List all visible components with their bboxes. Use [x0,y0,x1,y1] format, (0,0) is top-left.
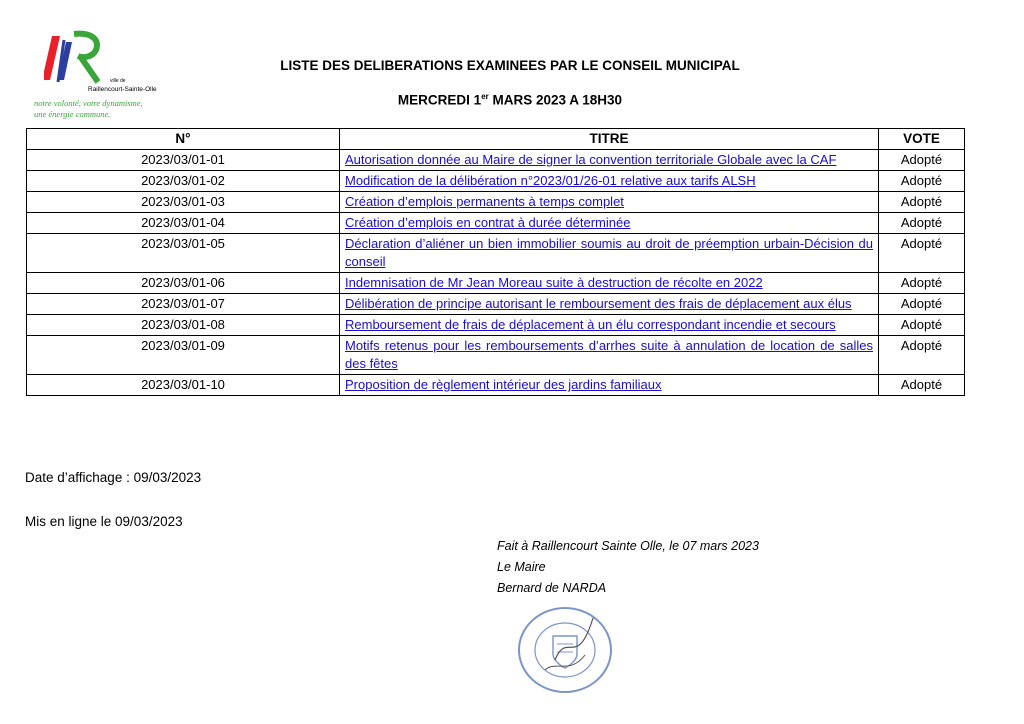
column-header-titre: TITRE [340,129,879,150]
vote-result: Adopté [879,213,965,234]
deliberation-title-cell [340,315,879,336]
date-superscript: er [481,92,489,101]
column-header-vote: VOTE [879,129,965,150]
mairie-stamp [515,600,615,696]
deliberation-title-link[interactable]: Proposition de règlement intérieur des jardins familiaux [345,377,662,392]
deliberation-title-cell [340,336,879,375]
deliberation-title-link[interactable]: Création d’emplois en contrat à durée déterminée [345,215,631,230]
table-row [27,294,965,315]
deliberation-title-link[interactable]: Motifs retenus pour les remboursements d’arrhes suite à annulation de location de salles des fêtes [345,338,873,371]
vote-result: Adopté [879,192,965,213]
deliberation-title-link[interactable]: Délibération de principe autorisant le remboursement des frais de déplacement aux élus [345,296,852,311]
deliberation-title-cell [340,171,879,192]
vote-result: Adopté [879,336,965,375]
deliberation-title-link[interactable]: Création d’emplois permanents à temps complet [345,194,624,209]
deliberation-number: 2023/03/01-06 [27,273,340,294]
deliberation-title-link[interactable]: Indemnisation de Mr Jean Moreau suite à destruction de récolte en 2022 [345,275,763,290]
municipal-logo [34,30,164,126]
deliberation-title-cell [340,375,879,396]
deliberation-title-link[interactable]: Autorisation donnée au Maire de signer la convention territoriale Globale avec la CAF [345,152,837,167]
deliberation-number: 2023/03/01-10 [27,375,340,396]
deliberation-title-cell [340,294,879,315]
deliberation-number: 2023/03/01-03 [27,192,340,213]
deliberation-number: 2023/03/01-04 [27,213,340,234]
deliberation-title-link[interactable]: Déclaration d’aliéner un bien immobilier soumis au droit de préemption urbain-Décision du conseil [345,236,873,269]
vote-result: Adopté [879,375,965,396]
table-header-row [27,129,965,150]
deliberations-table [26,128,965,396]
deliberation-title-link[interactable]: Modification de la délibération n°2023/01/26-01 relative aux tarifs ALSH [345,173,756,188]
deliberation-number: 2023/03/01-01 [27,150,340,171]
logo-ir-mark [44,30,106,86]
date-suffix: MARS 2023 A 18H30 [488,92,623,108]
logo-ville-de: ville de [110,78,126,84]
deliberation-number: 2023/03/01-07 [27,294,340,315]
signature-block [497,536,759,599]
signature-role: Le Maire [497,560,546,574]
deliberation-number: 2023/03/01-09 [27,336,340,375]
column-header-number: N° [27,129,340,150]
deliberation-title-cell [340,192,879,213]
vote-result: Adopté [879,234,965,273]
table-row [27,234,965,273]
logo-town-name: Raillencourt-Sainte-Olle [88,86,157,93]
date-affichage: Date d’affichage : 09/03/2023 [25,470,202,485]
table-row [27,213,965,234]
slogan-line-2: une énergie commune. [34,109,111,119]
deliberation-number: 2023/03/01-08 [27,315,340,336]
deliberation-number: 2023/03/01-05 [27,234,340,273]
table-row [27,336,965,375]
deliberation-title-cell [340,234,879,273]
date-prefix: MERCREDI 1 [397,92,482,108]
meeting-date [230,92,790,108]
vote-result: Adopté [879,171,965,192]
deliberation-title-link[interactable]: Remboursement de frais de déplacement à un élu correspondant incendie et secours [345,317,836,332]
table-row [27,192,965,213]
table-row [27,171,965,192]
signature-place-date: Fait à Raillencourt Sainte Olle, le 07 mars 2023 [497,539,759,553]
deliberation-title-cell [340,273,879,294]
table-row [27,375,965,396]
table-row [27,315,965,336]
deliberation-title-cell [340,150,879,171]
vote-result: Adopté [879,294,965,315]
signature-name: Bernard de NARDA [497,581,607,595]
table-row [27,273,965,294]
vote-result: Adopté [879,315,965,336]
slogan-line-1: notre volonté, votre dynamisme, [34,98,143,108]
deliberation-title-cell [340,213,879,234]
vote-result: Adopté [879,273,965,294]
document-title: LISTE DES DELIBERATIONS EXAMINEES PAR LE CONSEIL MUNICIPAL [280,58,740,73]
mis-en-ligne: Mis en ligne le 09/03/2023 [25,514,183,529]
vote-result: Adopté [879,150,965,171]
logo-slogan [34,98,174,120]
table-row [27,150,965,171]
deliberation-number: 2023/03/01-02 [27,171,340,192]
